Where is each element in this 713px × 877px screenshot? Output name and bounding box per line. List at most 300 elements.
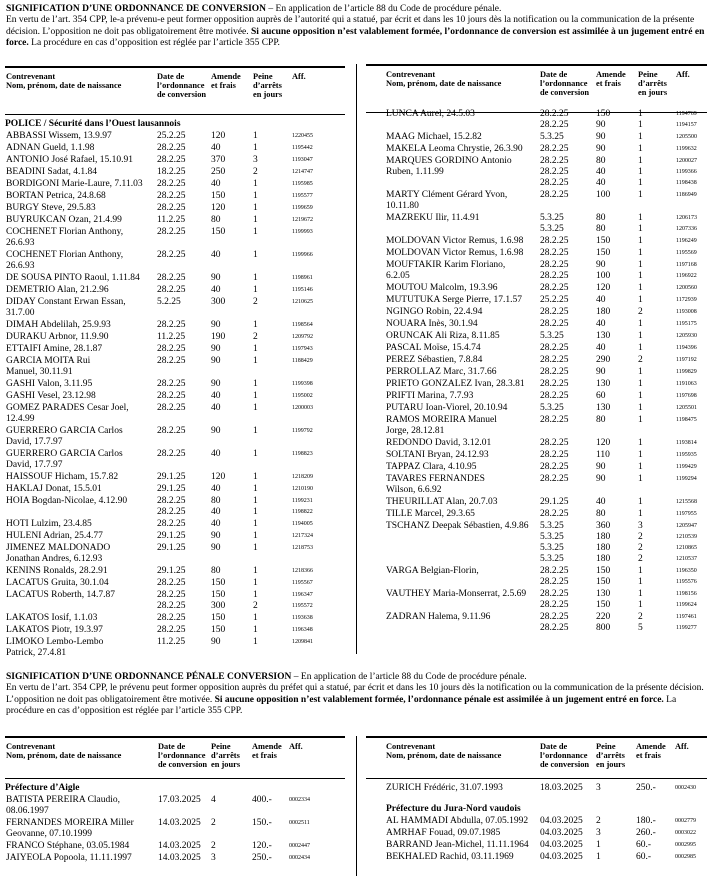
table-row [5,403,345,425]
cell-days: 1 [253,285,258,295]
table-row [5,484,345,495]
cell-aff: 0002985 [675,854,696,860]
cell-amount: 60 [596,391,606,401]
cell-amount: 250 [211,167,226,177]
cell-name: MOLDOVAN Victor Remus, 1.6.98 [386,236,524,246]
cell-name: PERROLLAZ Marc, 31.7.66 [386,367,497,377]
cell-date: 28.2.25 [157,191,186,201]
cell-name: GASHI Valon, 3.11.95 [6,379,93,389]
table-row [366,828,707,839]
cell-days: 1 1 [638,589,643,610]
table-header [366,736,707,779]
cell-days: 1 [638,415,643,425]
notice-tail: La procédure en cas d’opposition est réglée par l’article 355 CPP. [6,694,677,717]
table-row [366,295,707,306]
cell-days: 1 [253,449,258,459]
cell-name: HOTI Lulzim, 23.4.85 [6,519,92,529]
cell-aff: 1218753 [292,545,313,551]
cell-date: 29.1.25 [157,566,186,576]
cell-aff: 1195569 [676,250,697,256]
cell-name: SOLTANI Bryan, 24.12.93 [386,450,489,460]
table-row [366,852,707,863]
table-row [366,248,707,259]
column-divider [356,736,357,876]
cell-amount: 40 [211,143,221,153]
cell-days: 1 [638,295,643,305]
cell-date: 28.2.25 [540,391,569,401]
cell-date: 28.2.25 [540,355,569,365]
cell-days: 1 [638,343,643,353]
cell-days: 3 2 2 2 [638,521,643,564]
cell-days: 1 1 [253,496,258,517]
cell-aff: 1197192 [676,357,697,363]
cell-days: 2 [638,355,643,365]
cell-aff: 1198823 [292,451,313,457]
cell-date: 28.2.25 [157,250,186,260]
col-header-date: Date de l’ordonnance de conversion [540,742,590,770]
cell-aff: 1200560 [676,285,697,291]
cell-name: PUTARU Ioan-Viorel, 20.10.94 [386,403,508,413]
cell-aff: 1197698 [676,393,697,399]
cell-name: ABBASSI Wissem, 13.9.97 [6,131,112,141]
cell-date: 28.2.25 [157,155,186,165]
table-row [366,438,707,449]
notice-penal-conversion [6,672,706,718]
notice-bold-text: Si aucune opposition n’est valablement formée, l’ordonnance pénale est assimilée à un jugement entré en force. [214,694,664,705]
cell-amount: 130 [596,331,611,341]
cell-name: TILLE Marcel, 29.3.65 [386,509,475,519]
cell-days: 1 [253,391,258,401]
cell-date: 28.2.25 [157,320,186,330]
cell-aff: 1198961 [292,275,313,281]
cell-date: 28.2.25 28.2.25 28.2.25 [540,156,569,188]
cell-date: 18.03.2025 [540,783,583,793]
cell-amount: 370 [211,155,226,165]
cell-aff: 0002434 [289,855,310,861]
cell-days: 1 1 [638,213,643,234]
table-row [5,155,345,166]
cell-amount: 90 [211,637,221,647]
cell-amount: 150 90 [596,109,611,130]
cell-name: MARQUES GORDINO Antonio Ruben, 1.11.99 [386,156,512,177]
cell-name: GUERRERO GARCIA Carlos David, 17.7.97 [6,449,123,470]
cell-aff: 1196249 [676,238,697,244]
cell-name: PASCAL Moïse, 15.4.74 [386,343,481,353]
cell-date: 28.2.25 [157,403,186,413]
cell-name: VARGA Belgian-Florin, [386,566,479,576]
cell-aff: 1199231 1198822 [292,498,313,515]
cell-days: 1 [596,852,601,862]
table-row [366,509,707,520]
table-row [366,355,707,366]
table-header [366,64,707,113]
cell-amount: 40 [596,319,606,329]
cell-aff: 1197943 [292,346,313,352]
cell-date: 14.03.2025 [158,841,201,851]
cell-amount: 150 [211,625,226,635]
table-row [366,331,707,342]
table-row [5,250,345,272]
cell-aff: 1195442 [292,145,313,151]
cell-aff: 1195146 [292,287,313,293]
table-row [5,426,345,448]
cell-days: 1 [638,391,643,401]
cell-days: 1 [253,637,258,647]
cell-amount: 220 800 [596,612,611,633]
cell-aff: 1188429 [292,358,313,364]
table-row [5,215,345,226]
notice-title: SIGNIFICATION D’UNE ORDONNANCE PÉNALE CONVERSION [6,672,292,682]
cell-amount: 90 [596,462,606,472]
cell-aff: 1196348 [292,627,313,633]
table-row [366,213,707,235]
cell-aff: 1209841 [292,639,313,645]
cell-name: DURAKU Arbnor, 11.9.90 [6,332,109,342]
table-row [5,613,345,624]
cell-name: BORTAN Petrica, 24.8.68 [6,191,106,201]
cell-date: 5.3.25 [540,132,564,142]
cell-name: ADNAN Gueld, 1.1.98 [6,143,95,153]
table-row [5,590,345,612]
cell-days: 1 [638,509,643,519]
cell-name: LAKATOS Piotr, 19.3.97 [6,625,103,635]
cell-date: 14.03.2025 [158,818,201,828]
cell-date: 28.2.25 [157,625,186,635]
cell-days: 1 [638,474,643,484]
cell-amount: 120.- [252,841,272,851]
table-row [366,566,707,588]
cell-days: 1 [253,191,258,201]
cell-name: MAZREKU Ilir, 11.4.91 [386,213,480,223]
cell-aff: 1199632 [676,146,697,152]
section-jura: Préfecture du Jura-Nord vaudois [386,804,521,814]
cell-days: 1 [253,320,258,330]
cell-aff: 1205501 [676,405,697,411]
col-header-days: Peine d’arrêts en jours [253,72,283,100]
cell-days: 1 1 1 [638,156,643,188]
cell-aff: 1195567 [292,580,313,586]
cell-date: 11.2.25 [157,637,186,647]
col-header-aff: Aff. [676,70,690,79]
cell-amount: 60.- [636,852,652,862]
cell-aff: 1198564 [292,322,313,328]
cell-name: RAMOS MOREIRA Manuel Jorge, 28.12.81 [386,415,497,436]
cell-amount: 80 [211,566,221,576]
cell-days: 1 [638,497,643,507]
cell-amount: 60.- [636,840,652,850]
cell-date: 28.2.25 [157,449,186,459]
cell-name: HAISSOUF Hicham, 15.7.82 [6,472,119,482]
cell-aff: 1194396 [676,345,697,351]
cell-amount: 150 [596,248,611,258]
table-header [5,66,345,115]
cell-name: COCHENET Florian Anthony, 26.6.93 [6,250,124,271]
cell-aff: 1198475 [676,417,697,423]
cell-date: 28.2.25 [540,248,569,258]
cell-name: JAIYEOLA Popoola, 11.11.1997 [6,853,132,863]
table-row [5,625,345,636]
cell-aff: 1195985 [292,181,313,187]
table-row [5,379,345,390]
cell-days: 1 2 [253,590,258,611]
table-row [366,190,707,212]
cell-aff: 1205947 1210539 1210865 1210537 [676,523,697,562]
cell-amount: 90 [211,320,221,330]
table-penal-left [5,736,345,876]
col-header-aff: Aff. [292,72,306,81]
table-row [366,403,707,414]
cell-amount: 90 [211,531,221,541]
cell-days: 1 1 [638,260,643,281]
cell-days: 1 [638,438,643,448]
cell-amount: 180 [596,307,611,317]
cell-name: BATISTA PEREIRA Claudio, 08.06.1997 [6,795,121,816]
table-row [366,283,707,294]
cell-date: 28.2.25 [157,519,186,529]
cell-name: ZURICH Frédéric, 31.07.1993 [386,783,503,793]
cell-aff: 1210190 [292,486,313,492]
cell-days: 1 [253,566,258,576]
cell-days: 1 [253,356,258,366]
col-header-days: Peine d’arrêts en jours [596,742,626,770]
table-row [366,367,707,378]
cell-date: 28.2.25 [540,438,569,448]
cell-amount: 150 [211,227,226,237]
cell-aff: 1194769 1194157 [676,111,697,128]
cell-date: 28.2.25 [157,227,186,237]
cell-days: 1 1 [638,109,643,130]
table-row [5,391,345,402]
cell-date: 5.3.25 [540,403,564,413]
cell-name: PRIETO GONZALEZ Ivan, 28.3.81 [386,379,525,389]
cell-amount: 90 [596,132,606,142]
table-row [5,818,345,840]
table-row [366,612,707,634]
cell-aff: 0002447 [289,843,310,849]
cell-name: FRANCO Stéphane, 03.05.1984 [6,841,130,851]
cell-aff: 1197168 1196922 [676,262,697,279]
cell-days: 1 [638,132,643,142]
cell-name: BORDIGONI Marie-Laure, 7.11.03 [6,179,143,189]
section-police: POLICE / Sécurité dans l’Ouest lausannois [5,119,181,129]
table-row [366,462,707,473]
column-divider [356,64,357,654]
cell-date: 28.2.25 [157,613,186,623]
table-row [5,203,345,214]
cell-date: 28.2.25 28.2.25 [157,496,186,517]
cell-date: 18.2.25 [157,167,186,177]
table-row [366,391,707,402]
cell-days: 1 [253,131,258,141]
cell-date: 04.03.2025 [540,828,583,838]
cell-name: MOUFTAKIR Karim Floriano, 6.2.05 [386,260,506,281]
cell-date: 5.3.25 [540,331,564,341]
table-row [5,131,345,142]
cell-date: 28.2.25 28.2.25 [540,109,569,130]
cell-amount: 90 [211,543,221,553]
cell-days: 1 [638,248,643,258]
cell-aff: 0002779 [675,818,696,824]
cell-days: 1 [253,403,258,413]
cell-amount: 120 [211,472,226,482]
cell-date: 28.2.25 [157,578,186,588]
cell-name: KENINS Ronalds, 28.2.91 [6,566,108,576]
cell-aff: 1196347 1195572 [292,592,313,609]
table-row [366,415,707,437]
cell-amount: 120 [596,438,611,448]
cell-amount: 80 80 [596,213,606,234]
cell-days: 1 1 [638,566,643,587]
table-row [5,227,345,249]
cell-amount: 80 [596,509,606,519]
notice-subtitle: – En application de l’article 88 du Code de procédure pénale. [291,672,527,682]
cell-aff: 0002430 [675,785,696,791]
cell-amount: 40 [596,343,606,353]
cell-date: 28.2.25 [540,236,569,246]
cell-date: 28.2.25 [540,509,569,519]
cell-aff: 1205500 [676,134,697,140]
cell-date: 28.2.25 [157,143,186,153]
table-row [5,449,345,471]
cell-name: PRIFTI Marina, 7.7.93 [386,391,474,401]
cell-date: 28.2.25 [157,273,186,283]
cell-name: LACATUS Gruita, 30.1.04 [6,578,109,588]
cell-days: 3 [596,828,601,838]
cell-aff: 1199294 [676,476,697,482]
cell-aff: 1219672 [292,217,313,223]
notice-conversion [6,4,706,50]
notice-title: SIGNIFICATION D’UNE ORDONNANCE DE CONVERSION [6,4,267,14]
cell-name: BEADINI Sadat, 4.1.84 [6,167,98,177]
cell-aff: 1193047 [292,157,313,163]
cell-name: AMRHAF Fouad, 09.07.1985 [386,828,501,838]
cell-aff: 1218366 [292,568,313,574]
cell-amount: 250.- [252,853,272,863]
table-row [5,519,345,530]
cell-date: 28.2.25 [157,203,186,213]
cell-aff: 0002511 [289,820,310,826]
cell-days: 1 [638,283,643,293]
cell-days: 1 [596,840,601,850]
cell-date: 29.1.25 [540,497,569,507]
cell-amount: 150 300 [211,590,226,611]
cell-amount: 100 [596,190,611,200]
cell-aff: 0002334 [289,797,310,803]
cell-date: 28.2.25 [540,474,569,484]
cell-aff: 0003022 [675,830,696,836]
cell-name: GOMEZ PARADES Cesar Joel, 12.4.99 [6,403,129,424]
cell-days: 2 [253,332,258,342]
cell-aff: 1218209 [292,474,313,480]
cell-date: 28.2.25 [157,379,186,389]
table-row [5,273,345,284]
cell-date: 25.2.25 [157,131,186,141]
notice-tail: La procédure en cas d’opposition est réglée par l’article 355 CPP. [28,38,280,49]
cell-date: 29.1.25 [157,543,186,553]
cell-date: 28.2.25 [540,415,569,425]
cell-days: 2 [253,167,258,177]
table-row [366,450,707,461]
col-header-date: Date de l’ordonnance de conversion [157,72,207,100]
table-row [5,344,345,355]
cell-date: 29.1.25 [157,531,186,541]
table-penal-right [366,736,707,876]
cell-days: 1 [638,450,643,460]
table-row [366,319,707,330]
cell-date: 28.2.25 [157,179,186,189]
table-row [5,297,345,319]
cell-aff: 1193008 [676,309,697,315]
cell-date: 5.3.25 5.3.25 [540,213,564,234]
cell-amount: 90 [596,367,606,377]
col-header-amount: Amende et frais [636,742,666,761]
cell-name: BEKHALED Rachid, 03.11.1969 [386,852,514,862]
table-header [5,736,345,779]
cell-date: 28.2.25 [540,462,569,472]
table-row [5,332,345,343]
cell-aff: 1193638 [292,615,313,621]
cell-days: 1 [253,227,258,237]
table-conversion-right [366,64,707,652]
cell-amount: 40 [211,285,221,295]
notice-subtitle: – En application de l’article 88 du Code de procédure pénale. [266,4,502,14]
cell-amount: 360 180 180 180 [596,521,611,564]
cell-aff: 1195002 [292,393,313,399]
cell-amount: 80 40 40 [596,156,606,188]
cell-days: 1 [638,367,643,377]
cell-date: 11.2.25 [157,215,186,225]
cell-days: 1 [253,472,258,482]
cell-days: 1 [638,190,643,200]
cell-aff: 1199659 [292,205,313,211]
cell-days: 1 [253,203,258,213]
cell-date: 29.1.25 [157,472,186,482]
cell-aff: 1200003 [292,405,313,411]
cell-days: 1 [253,250,258,260]
cell-days: 1 [253,484,258,494]
cell-amount: 80 [596,415,606,425]
col-header-name: Contrevenant Nom, prénom, date de naissance [6,72,122,91]
cell-days: 1 [253,215,258,225]
cell-amount: 80 40 [211,496,221,517]
cell-name: LACATUS Roberth, 14.7.87 [6,590,115,600]
cell-amount: 90 [596,144,606,154]
cell-aff: 1196350 1195576 [676,568,697,585]
cell-days: 1 [638,236,643,246]
cell-amount: 150 150 [596,566,611,587]
cell-amount: 90 [596,474,606,484]
cell-date: 04.03.2025 [540,840,583,850]
cell-name: BARRAND Jean-Michel, 11.11.1964 [386,840,529,850]
cell-name: GARCIA MOITA Rui Manuel, 30.11.91 [6,356,91,377]
table-row [5,356,345,378]
cell-name: BURGY Steve, 29.5.83 [6,203,96,213]
cell-days: 1 [253,613,258,623]
cell-aff: 1195577 [292,193,313,199]
cell-date: 28.2.25 [157,285,186,295]
cell-date: 28.2.25 [157,356,186,366]
table-row [366,379,707,390]
cell-amount: 180.- [636,816,656,826]
cell-name: MUTUTUKA Serge Pierre, 17.1.57 [386,295,522,305]
cell-amount: 40 [211,391,221,401]
cell-amount: 40 [211,403,221,413]
cell-name: DEMETRIO Alan, 21.2.96 [6,285,109,295]
cell-aff: 1206173 1207336 [676,215,697,232]
cell-days: 1 [638,403,643,413]
cell-days: 1 [253,543,258,553]
cell-amount: 90 [211,426,221,436]
